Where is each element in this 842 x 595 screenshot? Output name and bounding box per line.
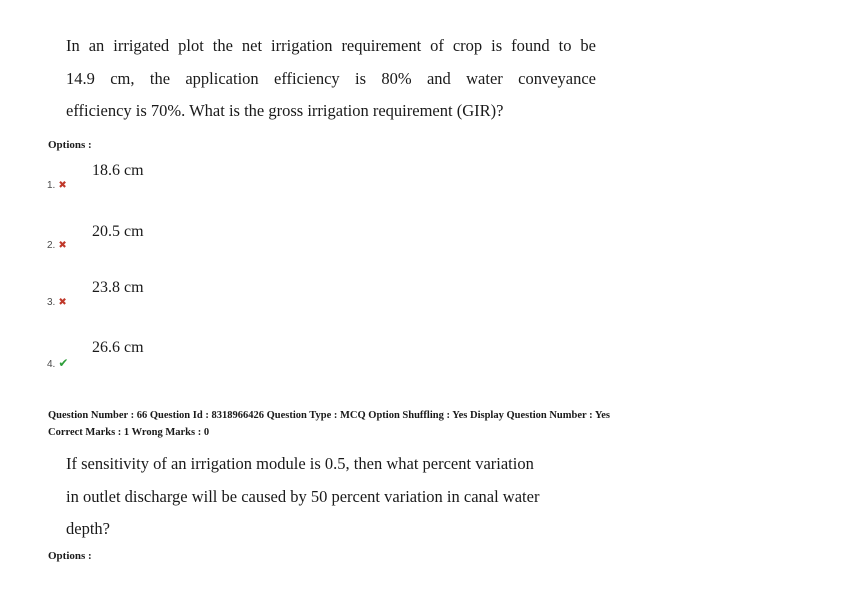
option-text: 26.6 cm: [92, 339, 144, 356]
option-number: [47, 180, 67, 191]
option-number: [47, 240, 67, 251]
option-text: 18.6 cm: [92, 162, 144, 179]
option-number-label: 1.: [47, 180, 56, 191]
options-label: Options :: [48, 550, 92, 562]
cross-icon: ✖: [58, 240, 67, 251]
check-icon: ✔: [58, 356, 69, 370]
question-line: efficiency is 70%. What is the gross irrigation requirement (GIR)?: [66, 101, 504, 120]
question-text: [66, 448, 596, 546]
question-line: in outlet discharge will be caused by 50 percent variation in canal water: [66, 486, 540, 506]
option-number-label: 4.: [47, 359, 56, 370]
question-line: depth?: [66, 519, 110, 538]
option-number-label: 3.: [47, 297, 56, 308]
question-marks: Correct Marks : 1 Wrong Marks : 0: [48, 427, 210, 438]
question-text: [66, 30, 596, 128]
question-line: If sensitivity of an irrigation module is 0.5, then what percent variation: [66, 454, 534, 473]
question-line: In an irrigated plot the net irrigation requirement of crop is found to be: [66, 36, 596, 55]
cross-icon: ✖: [58, 297, 67, 308]
question-line: 14.9 cm, the application efficiency is 80% and water conveyance: [66, 68, 596, 88]
option-number-label: 2.: [47, 240, 56, 251]
options-label: Options :: [48, 139, 92, 151]
option-text: 20.5 cm: [92, 223, 144, 240]
cross-icon: ✖: [58, 180, 67, 191]
question-meta: Question Number : 66 Question Id : 8318966426 Question Type : MCQ Option Shuffling : Yes Display Question Number : Yes: [48, 410, 611, 421]
option-number: [47, 297, 67, 308]
option-number: [47, 356, 68, 370]
option-text: 23.8 cm: [92, 279, 144, 296]
